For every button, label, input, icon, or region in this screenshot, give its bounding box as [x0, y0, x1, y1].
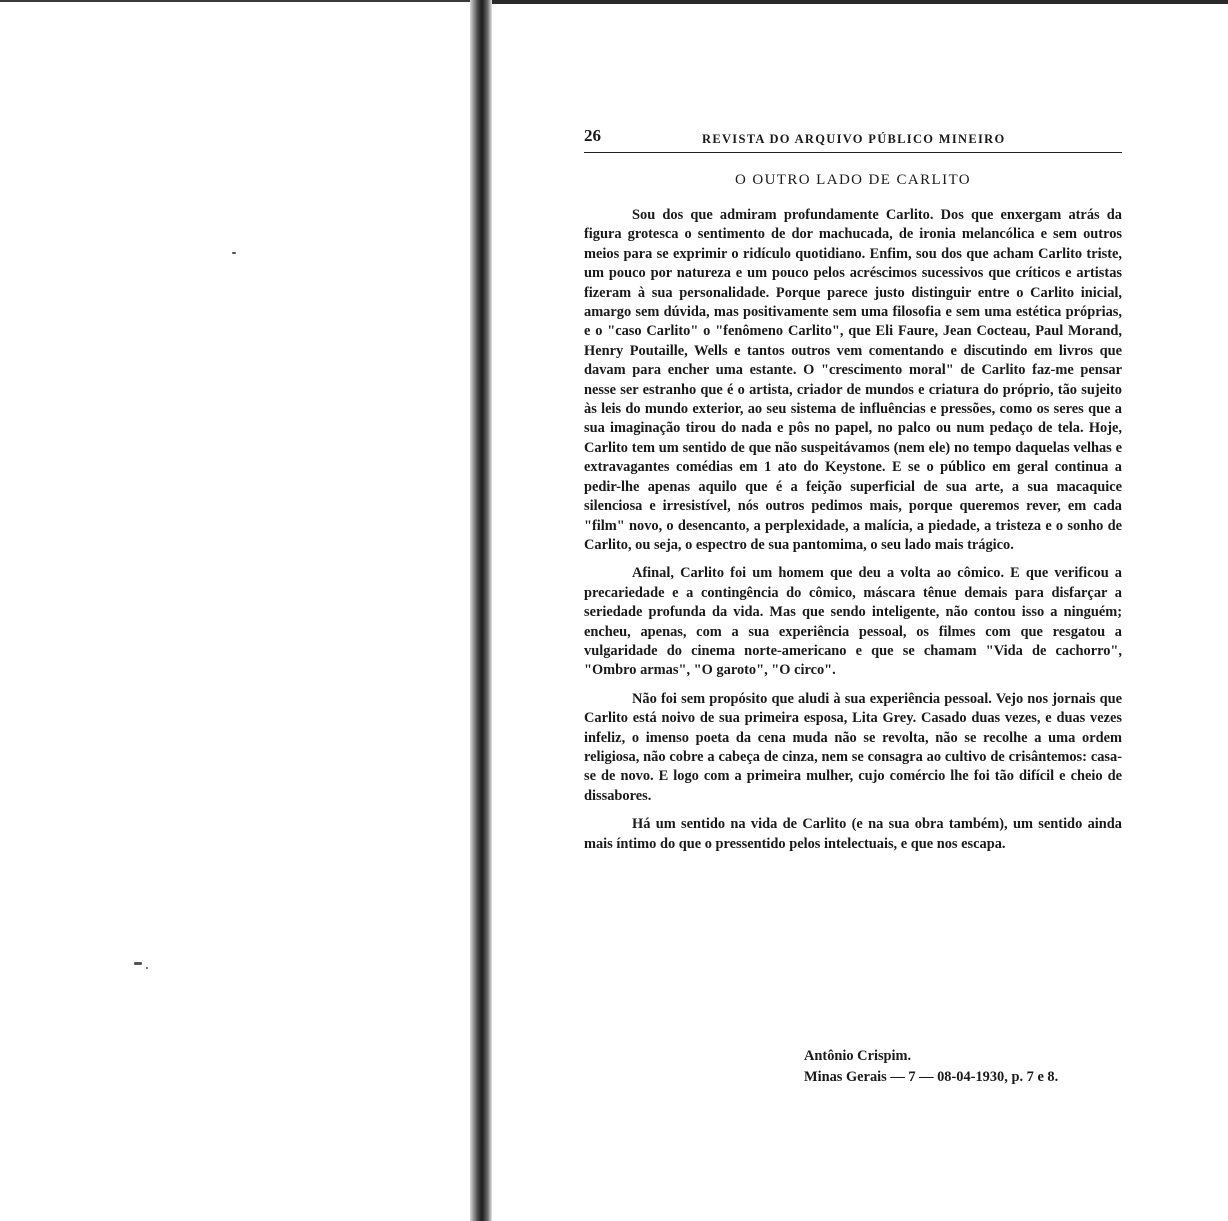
book-gutter: [470, 0, 492, 1221]
paragraph: Afinal, Carlito foi um homem que deu a volta ao cômico. E que verificou a precariedade e a contingência do cômico, máscara tênue demais para disfarçar a seriedade profunda da vida. Mas que sendo inteligente, não contou isso a ninguém; encheu, apenas, com a sua experiência pessoal, os filmes com que resgatou a vulgaridade do cinema norte-americano e que se chamam "Vida de cachorro", "Ombro armas", "O garoto", "O circo".: [584, 565, 1122, 679]
left-page-top-edge: [0, 0, 470, 2]
scan-speck: [146, 967, 148, 969]
source-citation: Minas Gerais — 7 — 08-04-1930, p. 7 e 8.: [804, 1069, 1059, 1085]
scan-speck: [134, 962, 142, 965]
paragraph: Não foi sem propósito que aludi à sua experiência pessoal. Vejo nos jornais que Carlito está noivo de sua primeira esposa, Lita Grey. Casado duas vezes, e duas vezes infeliz, o imenso poeta da cena muda não se revolta, não se recolhe a uma ordem religiosa, não cobre a cabeça de cinza, nem se consagra ao cultivo de crisântemos: casa-se de novo. E logo com a primeira mulher, cujo comércio lhe foi tão difícil e cheio de dissabores.: [584, 690, 1122, 804]
paragraph: Sou dos que admiram profundamente Carlito. Dos que enxergam atrás da figura grotesca o sentimento de dor machucada, de ironia melancólica e sem outros meios para se exprimir o ridículo quotidiano. Enfim, sou dos que acham Carlito triste, um pouco por natureza e um pouco pelos acréscimos sucessivos que críticos e artistas fizeram à sua personalidade. Porque parece justo distinguir entre o Carlito inicial, amargo sem dúvida, mas positivamente sem uma filosofia e sem uma estética próprias, e o "caso Carlito" o "fenômeno Carlito", que Eli Faure, Jean Cocteau, Paul Morand, Henry Poutaille, Wells e tantos outros vem comentando e discutindo em livros que davam para encher uma estante. O "crescimento moral" de Carlito faz-me pensar nesse ser estranho que é o artista, criador de mundos e criatura do próprio, tão sujeito às leis do mundo exterior, ao seu sistema de influências e pressões, como os seres que a sua imaginação tirou do nada e pôs no papel, no palco ou num pedaço de tela. Hoje, Carlito tem um sentido de que não suspeitávamos (nem ele) no tempo daquelas velhas e extravagantes comédias em 1 ato do Keystone. E se o público em geral continua a pedir-lhe apenas aquilo que é a feição superficial de sua arte, a sua macaquice silenciosa e irresistível, nós outros pedimos mais, porque queremos rever, em cada "film" novo, o desencanto, a perplexidade, a malícia, a piedade, a tristeza e o sonho de Carlito, ou seja, o espectro de sua pantomima, o seu lado mais trágico.: [584, 207, 1122, 553]
page-number: 26: [584, 126, 601, 145]
article-title: O OUTRO LADO DE CARLITO: [734, 172, 972, 188]
journal-title: REVISTA DO ARQUIVO PÚBLICO MINEIRO: [702, 132, 1006, 146]
article-body: [584, 206, 1122, 863]
right-page: [492, 4, 1228, 1221]
scan-speck: [232, 252, 236, 254]
signature-block: [804, 1046, 1134, 1088]
left-blank-page: [0, 0, 470, 1221]
author-name: Antônio Crispim.: [804, 1048, 912, 1064]
paragraph: Há um sentido na vida de Carlito (e na sua obra também), um sentido ainda mais íntimo do que o pressentido pelos intelectuais, e que nos escapa.: [584, 816, 1122, 852]
running-head: [584, 124, 1122, 153]
